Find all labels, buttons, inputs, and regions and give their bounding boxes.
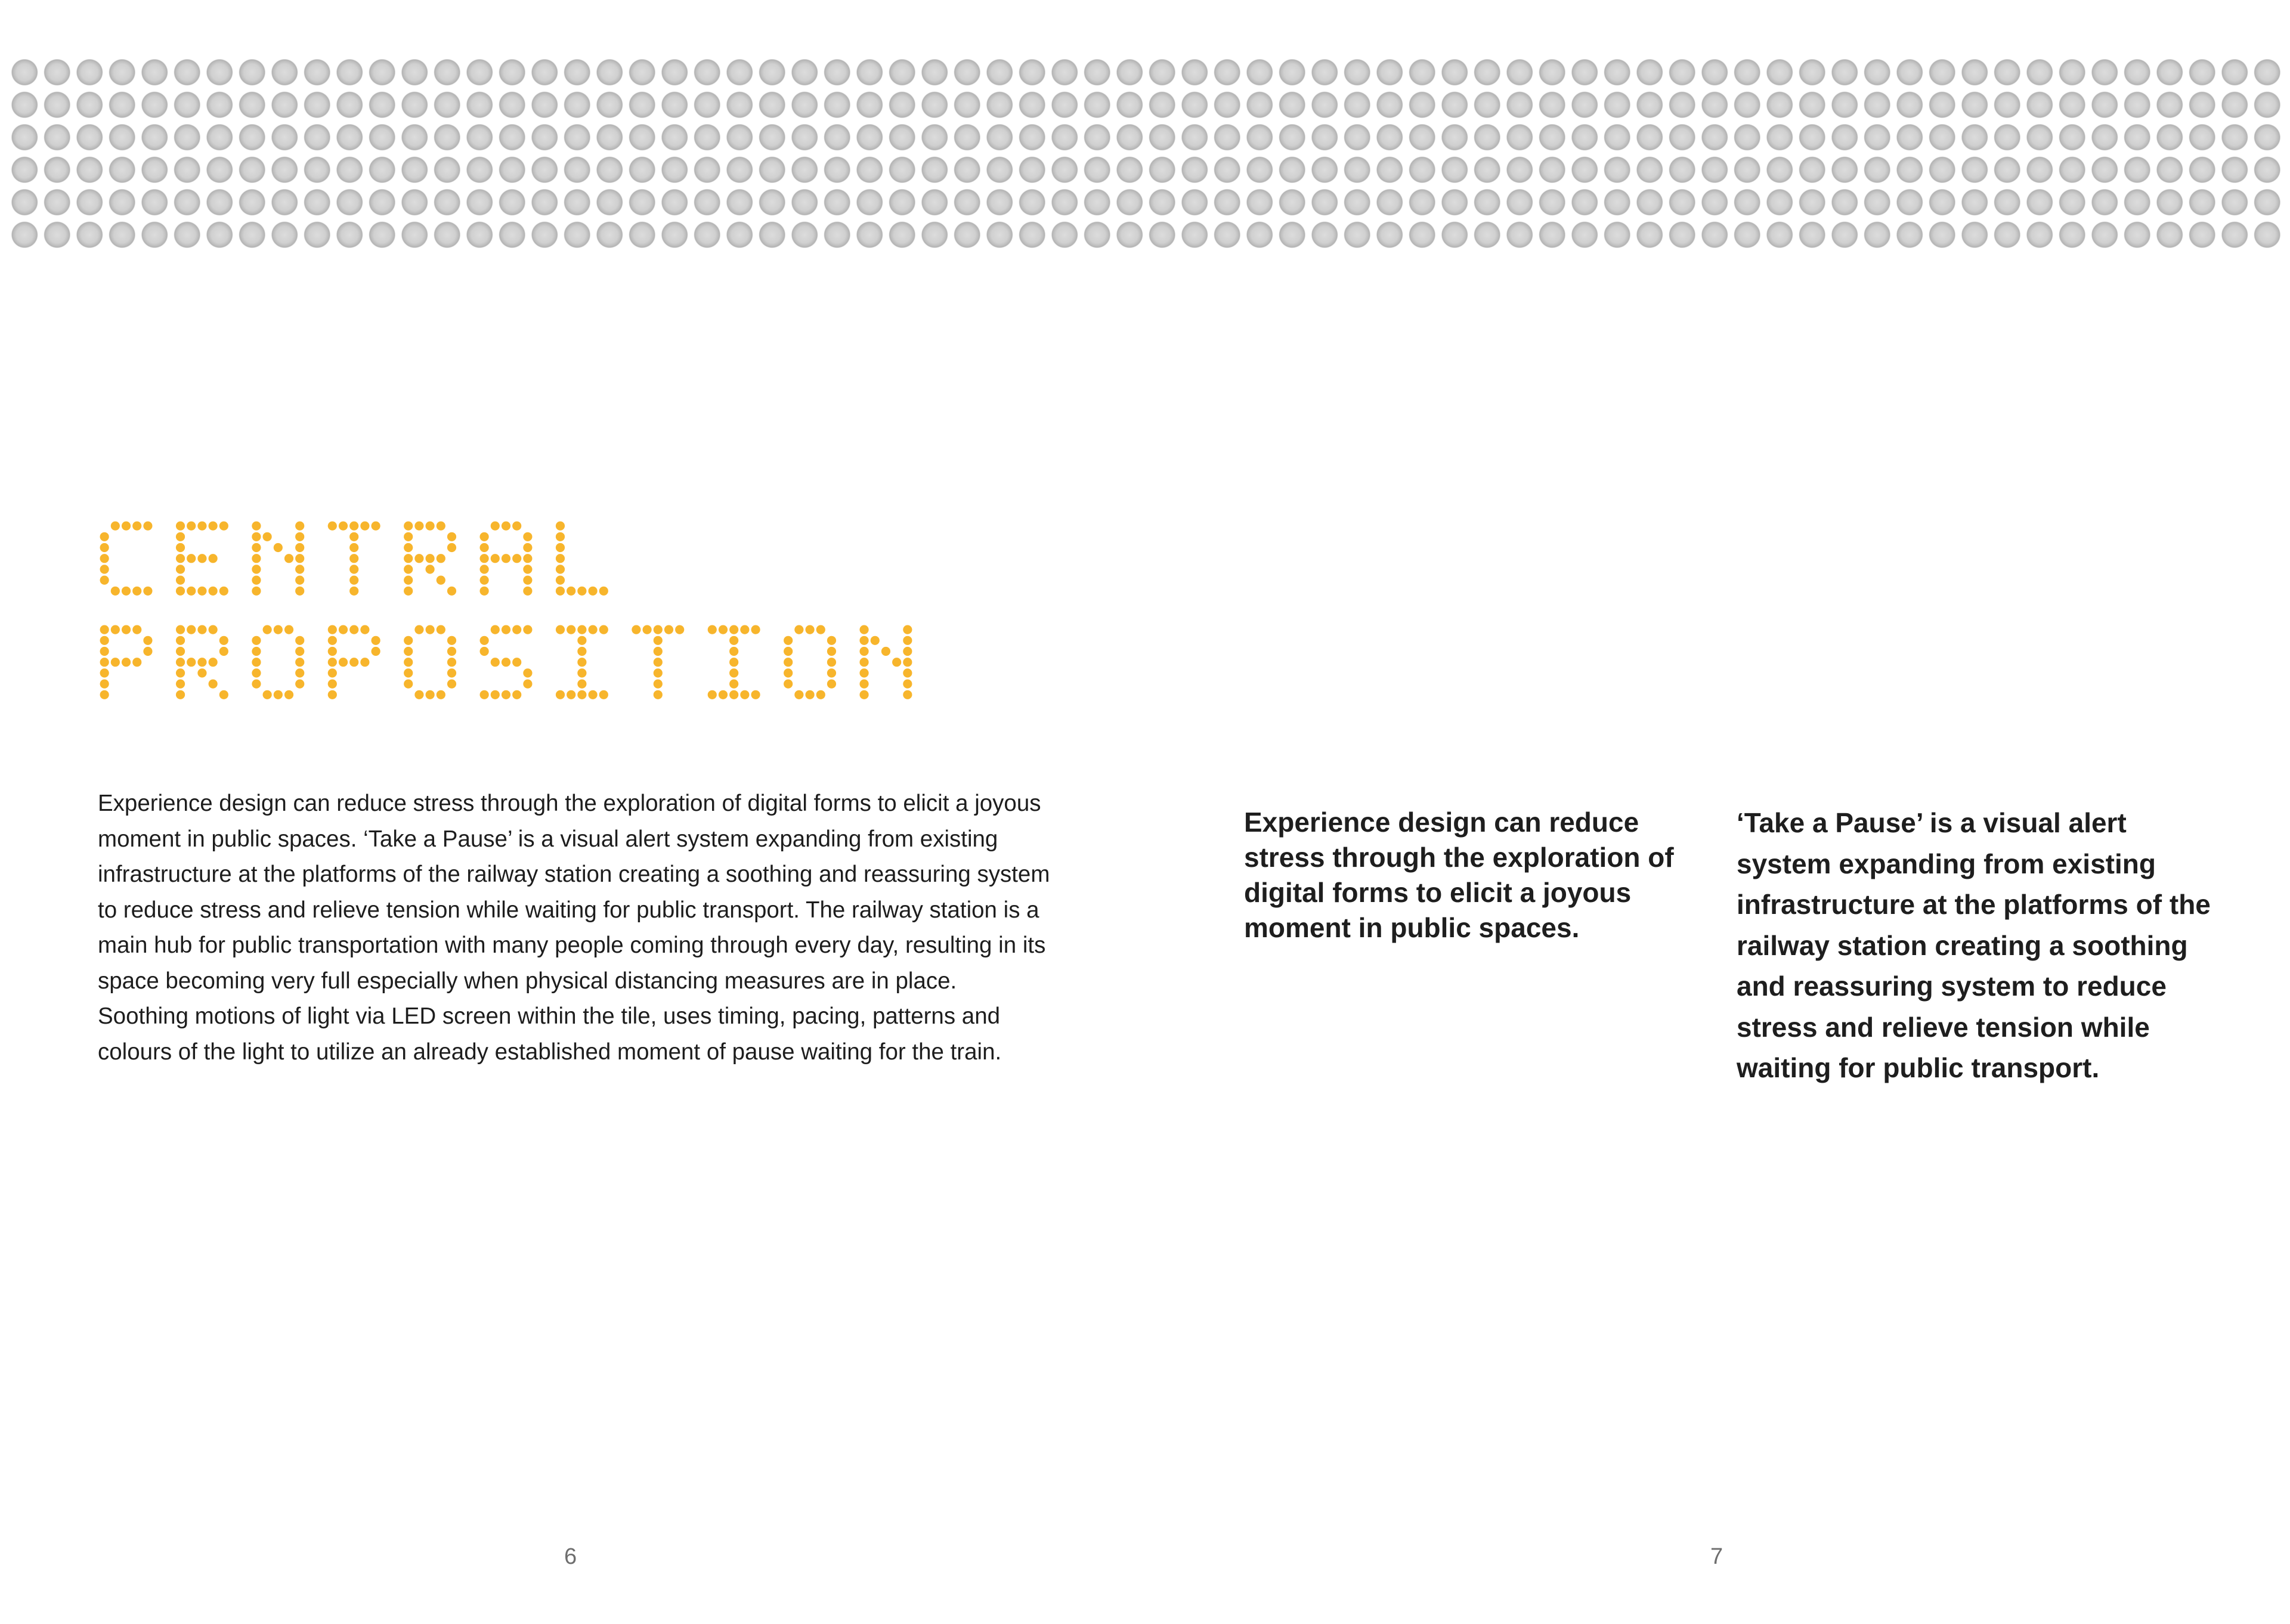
heading-dot [512,625,521,634]
heading-dot [425,522,434,531]
heading-dot [642,625,651,634]
heading-dot [479,587,488,596]
heading-dot [328,690,337,699]
heading-dot [859,625,868,634]
body-paragraph: Experience design can reduce stress through the exploration of digital forms to elicit a joyous moment in public spaces. ‘Take a Pause’ is a visual alert system expanding from existing infrastructure at the platforms of the railway station creating a soothing and reassuring system to reduce stress and relieve tension while waiting for public transport. The railway station is a main hub for public transportation with many people coming through every day, resulting in its space becoming very full especially when physical distancing measures are in place. Soothing motions of light via LED screen within the tile, uses timing, pacing, patterns and colours of the light to utilize an already established moment of pause waiting for the train. [98,791,1050,1065]
heading-dot [295,636,304,645]
heading-dot [859,647,868,656]
heading-dot [295,543,304,552]
heading-dot [328,636,337,645]
heading-dot [480,636,489,645]
heading-dot [784,669,793,678]
heading-dot [295,647,304,656]
heading-dot [295,658,304,667]
heading-dot [491,625,500,634]
heading-dot [143,636,152,645]
heading-dot [816,625,825,634]
heading-dot [100,647,109,656]
heading-dot [219,647,228,656]
pull-quote-2: ‘Take a Pause’ is a visual alert system expanding from existing infrastructure at the platforms of the railway station creating a soothing and reassuring system to reduce stress and relieve tension while waiting for public transport. [1737,807,2211,1083]
heading-dot [404,576,413,585]
heading-dot [252,680,261,689]
heading-dot [372,636,380,645]
heading-dot [556,543,565,552]
heading-dot [577,636,586,645]
heading-dot [197,669,206,678]
heading-dot [903,636,912,645]
heading-dot [447,647,456,656]
heading-dot [567,690,575,699]
heading-dot [252,565,261,574]
heading-dot [556,554,565,563]
heading-dot [599,625,608,634]
heading-dot [784,658,793,667]
heading-dot [480,647,489,656]
heading-dot [176,522,185,531]
heading-dot [599,587,608,596]
heading-dot [859,658,868,667]
heading-dot [784,636,793,645]
heading-dot [903,625,912,634]
heading-dot [827,647,836,656]
heading-dot [349,658,358,667]
heading-dot [523,565,532,574]
heading-dot [816,690,825,699]
heading-dot [176,565,185,574]
heading-dot [512,522,521,531]
heading-dot [491,554,500,563]
heading-dot [805,625,814,634]
heading-dot [176,532,185,541]
heading-dot [556,625,565,634]
heading-dot [252,532,261,541]
heading-dot [523,625,532,634]
heading-dot [491,658,500,667]
heading-dot [252,543,261,552]
heading-dot [654,680,663,689]
heading-dot [100,680,109,689]
pull-quote-1: Experience design can reduce stress through the exploration of digital forms to elicit a joyous moment in public spaces. [1244,807,1674,943]
heading-dot [708,690,717,699]
heading-dot [859,636,868,645]
heading-dot [252,669,261,678]
heading-dot [523,532,532,541]
heading-dot [197,554,206,563]
heading-dot [328,658,337,667]
heading-dot [143,522,152,531]
heading-dot [512,658,521,667]
heading-dot [729,680,738,689]
heading-dot [729,625,738,634]
dot-pattern-band [8,56,2282,249]
heading-dot [111,522,120,531]
heading-dot [827,680,836,689]
heading-dot [100,565,109,574]
heading-line-2 [99,624,913,700]
heading-dot [414,554,423,563]
heading-dot [654,690,663,699]
heading-dot [295,680,304,689]
heading-dot [859,680,868,689]
heading-dot [122,587,131,596]
heading-dot [274,690,283,699]
heading-dot [654,625,663,634]
heading-dot [556,690,565,699]
heading-dot [263,625,272,634]
heading-dot [556,565,565,574]
heading-dot [111,625,120,634]
heading-dot [132,522,141,531]
heading-dot [100,554,109,563]
heading-dot [654,647,663,656]
heading-dot [100,669,109,678]
heading-dot [197,658,206,667]
heading-dot [295,554,304,563]
heading-dot [100,658,109,667]
heading-dot [632,625,640,634]
heading-dot [903,658,912,667]
heading-line-1 [99,520,609,596]
heading-dot [437,690,445,699]
heading-dot [349,587,358,596]
heading-dot [502,658,510,667]
heading-dot [729,636,738,645]
heading-dot [447,658,456,667]
heading-dot [295,587,304,596]
heading-dot [197,522,206,531]
heading-dot [360,658,369,667]
heading-dot [903,680,912,689]
heading-dot [479,576,488,585]
heading-dot [740,690,749,699]
heading-dot [426,690,435,699]
heading-dot [404,554,413,563]
heading-dot [588,587,597,596]
heading-dot [437,576,445,585]
heading-dot [491,522,500,531]
heading-dot [729,647,738,656]
heading-dot [805,690,814,699]
heading-dot [827,669,836,678]
heading-dot [252,554,261,563]
heading-dot [122,522,131,531]
heading-dot [263,690,272,699]
heading-dot [187,625,196,634]
heading-dot [447,680,456,689]
heading-dot [664,625,673,634]
heading-dot [556,532,565,541]
heading-dot [219,522,228,531]
heading-dot [100,532,109,541]
heading-dot [284,690,293,699]
heading-dot [209,680,218,689]
heading-dot [414,690,423,699]
heading-dot [176,587,185,596]
heading-dot [447,543,456,552]
page-number-left: 6 [564,1544,577,1569]
heading-dot [295,522,304,531]
heading-dot [903,690,912,699]
heading-dot [274,625,283,634]
heading-dot [740,625,749,634]
heading-dot [263,532,272,541]
heading-dot [588,690,597,699]
heading-dot [577,587,586,596]
heading-dot [827,658,836,667]
heading-dot [143,587,152,596]
heading-dot [176,658,185,667]
heading-dot [447,532,456,541]
heading-dot [339,658,348,667]
heading-dot [437,625,445,634]
heading-dot [479,565,488,574]
heading-dot [556,576,565,585]
heading-dot [447,669,456,678]
heading-dot [675,625,684,634]
heading-dot [197,625,206,634]
heading-dot [349,522,358,531]
heading-dot [577,680,586,689]
heading-dot [404,636,413,645]
heading-dot [577,669,586,678]
heading-dot [751,625,760,634]
heading-dot [176,647,185,656]
heading-dot [414,522,423,531]
heading-dot [404,647,413,656]
heading-dot [871,636,880,645]
heading-dot [654,658,663,667]
heading-dot [187,658,196,667]
heading-dot [425,554,434,563]
heading-dot [100,636,109,645]
heading-dot [339,625,348,634]
heading-dot [209,554,218,563]
heading-dot [404,587,413,596]
heading-dot [502,690,510,699]
heading-dot [523,680,532,689]
heading-dot [209,522,218,531]
heading-dot [751,690,760,699]
heading-dot [479,532,488,541]
heading-dot [404,680,413,689]
heading-dot [372,647,380,656]
heading-dot [349,625,358,634]
heading-dot [903,669,912,678]
heading-dot [252,647,261,656]
heading-dot [111,587,120,596]
heading-dot [100,543,109,552]
heading-dot [881,647,890,656]
heading-dot [719,625,728,634]
heading-dot [567,625,575,634]
heading-dot [339,522,348,531]
heading-dot [252,658,261,667]
heading-dot [371,522,380,531]
heading-dot [654,669,663,678]
heading-dot [209,658,218,667]
heading-dot [176,669,185,678]
heading-dot [523,554,532,563]
heading-dot [187,554,196,563]
heading-dot [892,658,901,667]
heading-dot [588,625,597,634]
heading-dot [176,554,185,563]
heading-dot [523,543,532,552]
heading-dot [176,543,185,552]
heading-dot [132,658,141,667]
heading-dot [219,587,228,596]
heading-dot [502,625,510,634]
heading-dot [176,690,185,699]
heading-dot [360,625,369,634]
heading-dot [556,522,565,531]
heading-dot [426,625,435,634]
heading-dot [295,565,304,574]
heading-dot [502,522,510,531]
page-number-right: 7 [1710,1544,1723,1569]
heading-dot [577,625,586,634]
heading-dot [437,554,445,563]
heading-dot [729,658,738,667]
heading-dot [577,647,586,656]
heading-dot [859,669,868,678]
heading-dot [827,636,836,645]
heading-dot [523,669,532,678]
heading-dot [176,576,185,585]
heading-dot [328,647,337,656]
heading-dot [903,647,912,656]
heading-dot [328,669,337,678]
heading-dot [523,587,532,596]
heading-dot [219,636,228,645]
heading-dot [577,690,586,699]
heading-dot [599,690,608,699]
heading-dot [132,625,141,634]
heading-dot [404,532,413,541]
heading-dot [132,587,141,596]
heading-dot [252,636,261,645]
heading-dot [784,680,793,689]
heading-dot [176,625,185,634]
heading-dot [479,543,488,552]
heading-dot [491,690,500,699]
heading-dot [143,647,152,656]
heading-dot [425,565,434,574]
heading-dot [859,690,868,699]
heading-dot [209,625,218,634]
heading-dot [447,636,456,645]
heading-dot [729,669,738,678]
heading-dot [512,554,521,563]
heading-dot [122,625,131,634]
heading-dot [719,690,728,699]
heading-dot [328,680,337,689]
heading-dot [479,554,488,563]
heading-dot [784,647,793,656]
section-heading [99,520,803,711]
heading-dot [219,690,228,699]
heading-dot [328,522,337,531]
heading-dot [295,576,304,585]
heading-dot [252,576,261,585]
heading-dot [187,587,196,596]
heading-dot [274,543,283,552]
heading-dot [176,636,185,645]
heading-dot [295,532,304,541]
heading-dot [284,625,293,634]
heading-dot [100,625,109,634]
heading-dot [197,587,206,596]
heading-dot [729,690,738,699]
heading-dot [122,658,131,667]
heading-dot [523,576,532,585]
heading-dot [349,543,358,552]
heading-dot [111,658,120,667]
heading-dot [567,587,575,596]
heading-dot [349,565,358,574]
heading-dot [349,576,358,585]
heading-dot [284,554,293,563]
heading-dot [512,690,521,699]
heading-dot [295,669,304,678]
heading-dot [404,522,413,531]
heading-dot [176,680,185,689]
heading-dot [480,690,489,699]
heading-dot [187,522,196,531]
heading-dot [360,522,369,531]
heading-dot [252,587,261,596]
heading-dot [349,554,358,563]
heading-dot [404,669,413,678]
heading-dot [252,522,261,531]
heading-dot [437,522,445,531]
heading-dot [349,532,358,541]
heading-dot [654,636,663,645]
heading-dot [708,625,717,634]
heading-dot [577,658,586,667]
heading-dot [209,587,218,596]
heading-dot [404,658,413,667]
heading-dot [414,625,423,634]
heading-dot [404,565,413,574]
heading-dot [447,587,456,596]
heading-dot [404,543,413,552]
heading-dot [502,554,510,563]
heading-dot [100,690,109,699]
heading-dot [328,625,337,634]
heading-dot [100,576,109,585]
heading-dot [556,587,565,596]
heading-dot [794,625,803,634]
heading-dot [794,690,803,699]
